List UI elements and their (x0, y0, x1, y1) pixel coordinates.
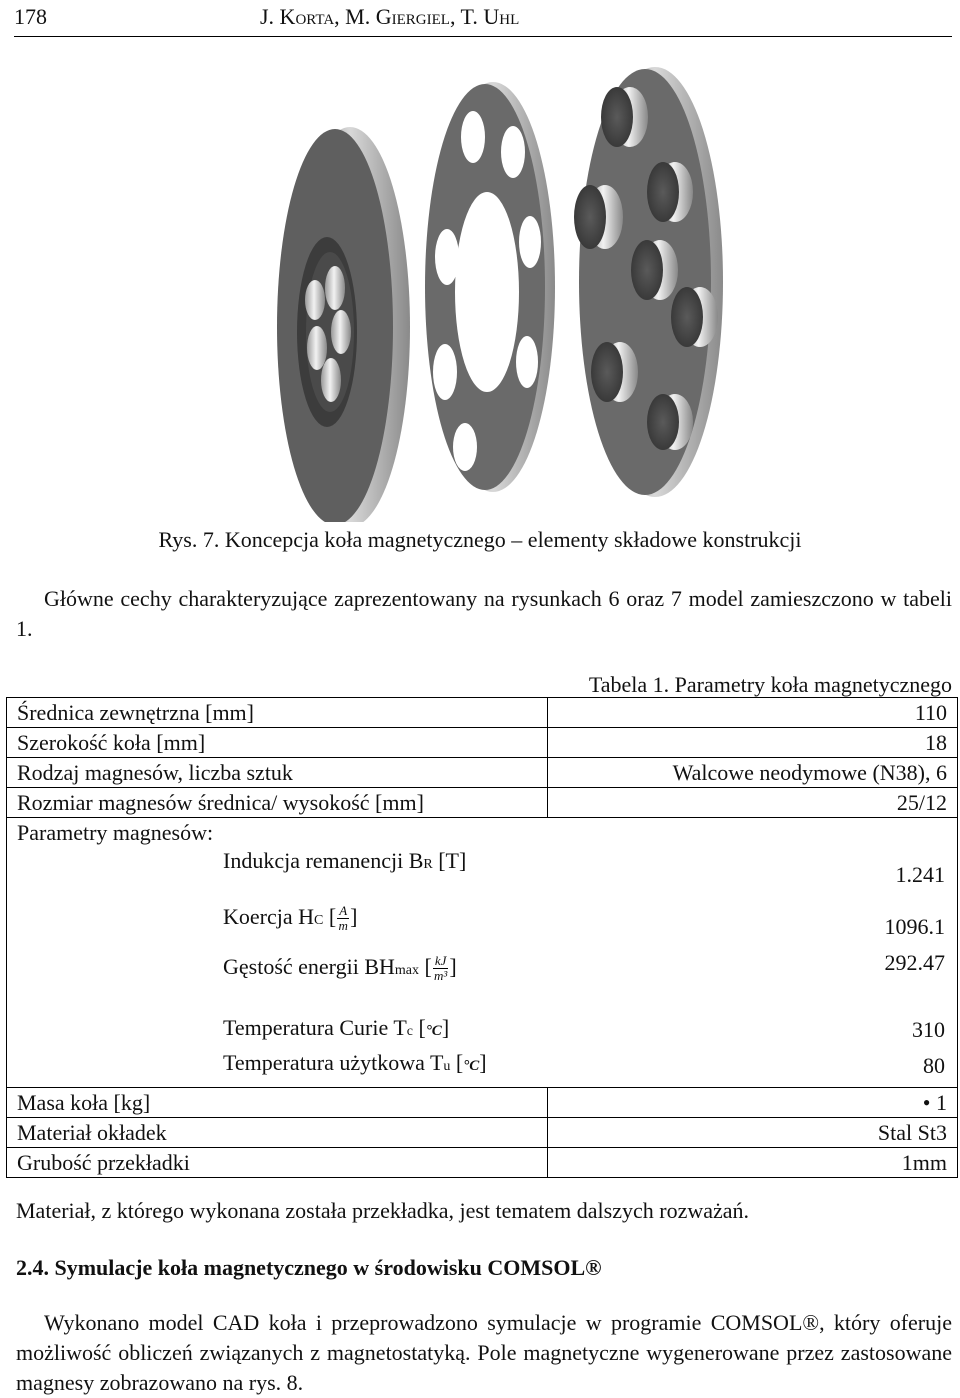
param-induction: Indukcja remanencji BR [T] (223, 848, 467, 873)
magnet-disk-right (574, 67, 723, 497)
unit-fraction: $\frac{A}{m}$ (338, 903, 348, 934)
running-header (14, 2, 952, 37)
parameters-table (6, 697, 958, 1178)
figure-caption: Rys. 7. Koncepcja koła magnetycznego – elementy składowe konstrukcji (158, 527, 802, 552)
row-label: Materiał okładek (7, 1118, 548, 1148)
after-table-text: Materiał, z którego wykonana została przekładka, jest tematem dalszych rozważań. (16, 1198, 750, 1223)
param-energy-value: 292.47 (884, 950, 945, 975)
param-work-temp: Temperatura użytkowa Tu [°C] (223, 1050, 487, 1075)
unit-fraction: $\frac{kJ}{\text{m³}}$ (433, 953, 448, 984)
page-number: 178 (14, 4, 47, 29)
table-row (7, 788, 958, 818)
row-label: Szerokość koła [mm] (7, 728, 548, 758)
row-label: Rodzaj magnesów, liczba sztuk (7, 758, 548, 788)
spacer-disk-middle (425, 82, 555, 492)
row-value: 25/12 (548, 788, 958, 818)
row-label: Rozmiar magnesów średnica/ wysokość [mm] (7, 788, 548, 818)
params-header: Parametry magnesów: (17, 820, 214, 845)
param-curie: Temperatura Curie Tc [°C] (223, 1015, 450, 1040)
final-paragraph-text: Wykonano model CAD koła i przeprowadzono symulacje w programie COMSOL®, który oferuje możliwość obliczeń związanych z magnetostatyką. Pole magnetyczne wygenerowane przez zastosowane magnesy zobrazowano na rys. 8. (16, 1310, 952, 1395)
row-label: Masa koła [kg] (7, 1088, 548, 1118)
row-value: Walcowe neodymowe (N38), 6 (548, 758, 958, 788)
table-caption: Tabela 1. Parametry koła magnetycznego (588, 672, 952, 697)
param-coercivity: Koercja HC [ $\frac{A}{m}$ ] (223, 903, 358, 934)
table-row (7, 1118, 958, 1148)
table-row (7, 1088, 958, 1118)
magnet-params-cell (7, 818, 958, 1088)
row-value: 18 (548, 728, 958, 758)
authors: J. Korta, M. Giergiel, T. Uhl (260, 4, 520, 29)
row-value: Stal St3 (548, 1118, 958, 1148)
row-value: 1mm (548, 1148, 958, 1178)
param-curie-value: 310 (912, 1017, 945, 1042)
table-row (7, 758, 958, 788)
param-induction-value: 1.241 (895, 862, 945, 887)
row-value: • 1 (548, 1088, 958, 1118)
intro-text: Główne cechy charakteryzujące zaprezentowany na rysunkach 6 oraz 7 model zamieszczono w tabeli 1. (16, 586, 952, 641)
wheel-exploded-figure (235, 42, 755, 522)
row-label: Średnica zewnętrzna [mm] (7, 698, 548, 728)
table-row (7, 1148, 958, 1178)
param-coercivity-value: 1096.1 (884, 914, 945, 939)
final-paragraph (16, 1308, 952, 1398)
intro-paragraph (16, 584, 952, 644)
cover-plate-left (277, 127, 410, 522)
row-label: Grubość przekładki (7, 1148, 548, 1178)
section-heading: 2.4. Symulacje koła magnetycznego w środowisku COMSOL® (16, 1255, 602, 1280)
table-row-magnet-params (7, 818, 958, 1088)
table-row (7, 728, 958, 758)
table-row (7, 698, 958, 728)
param-energy: Gęstość energii BHmax [ $\frac{kJ}{\text{m³}}$ ] (223, 953, 457, 984)
row-value: 110 (548, 698, 958, 728)
param-work-temp-value: 80 (923, 1053, 945, 1078)
